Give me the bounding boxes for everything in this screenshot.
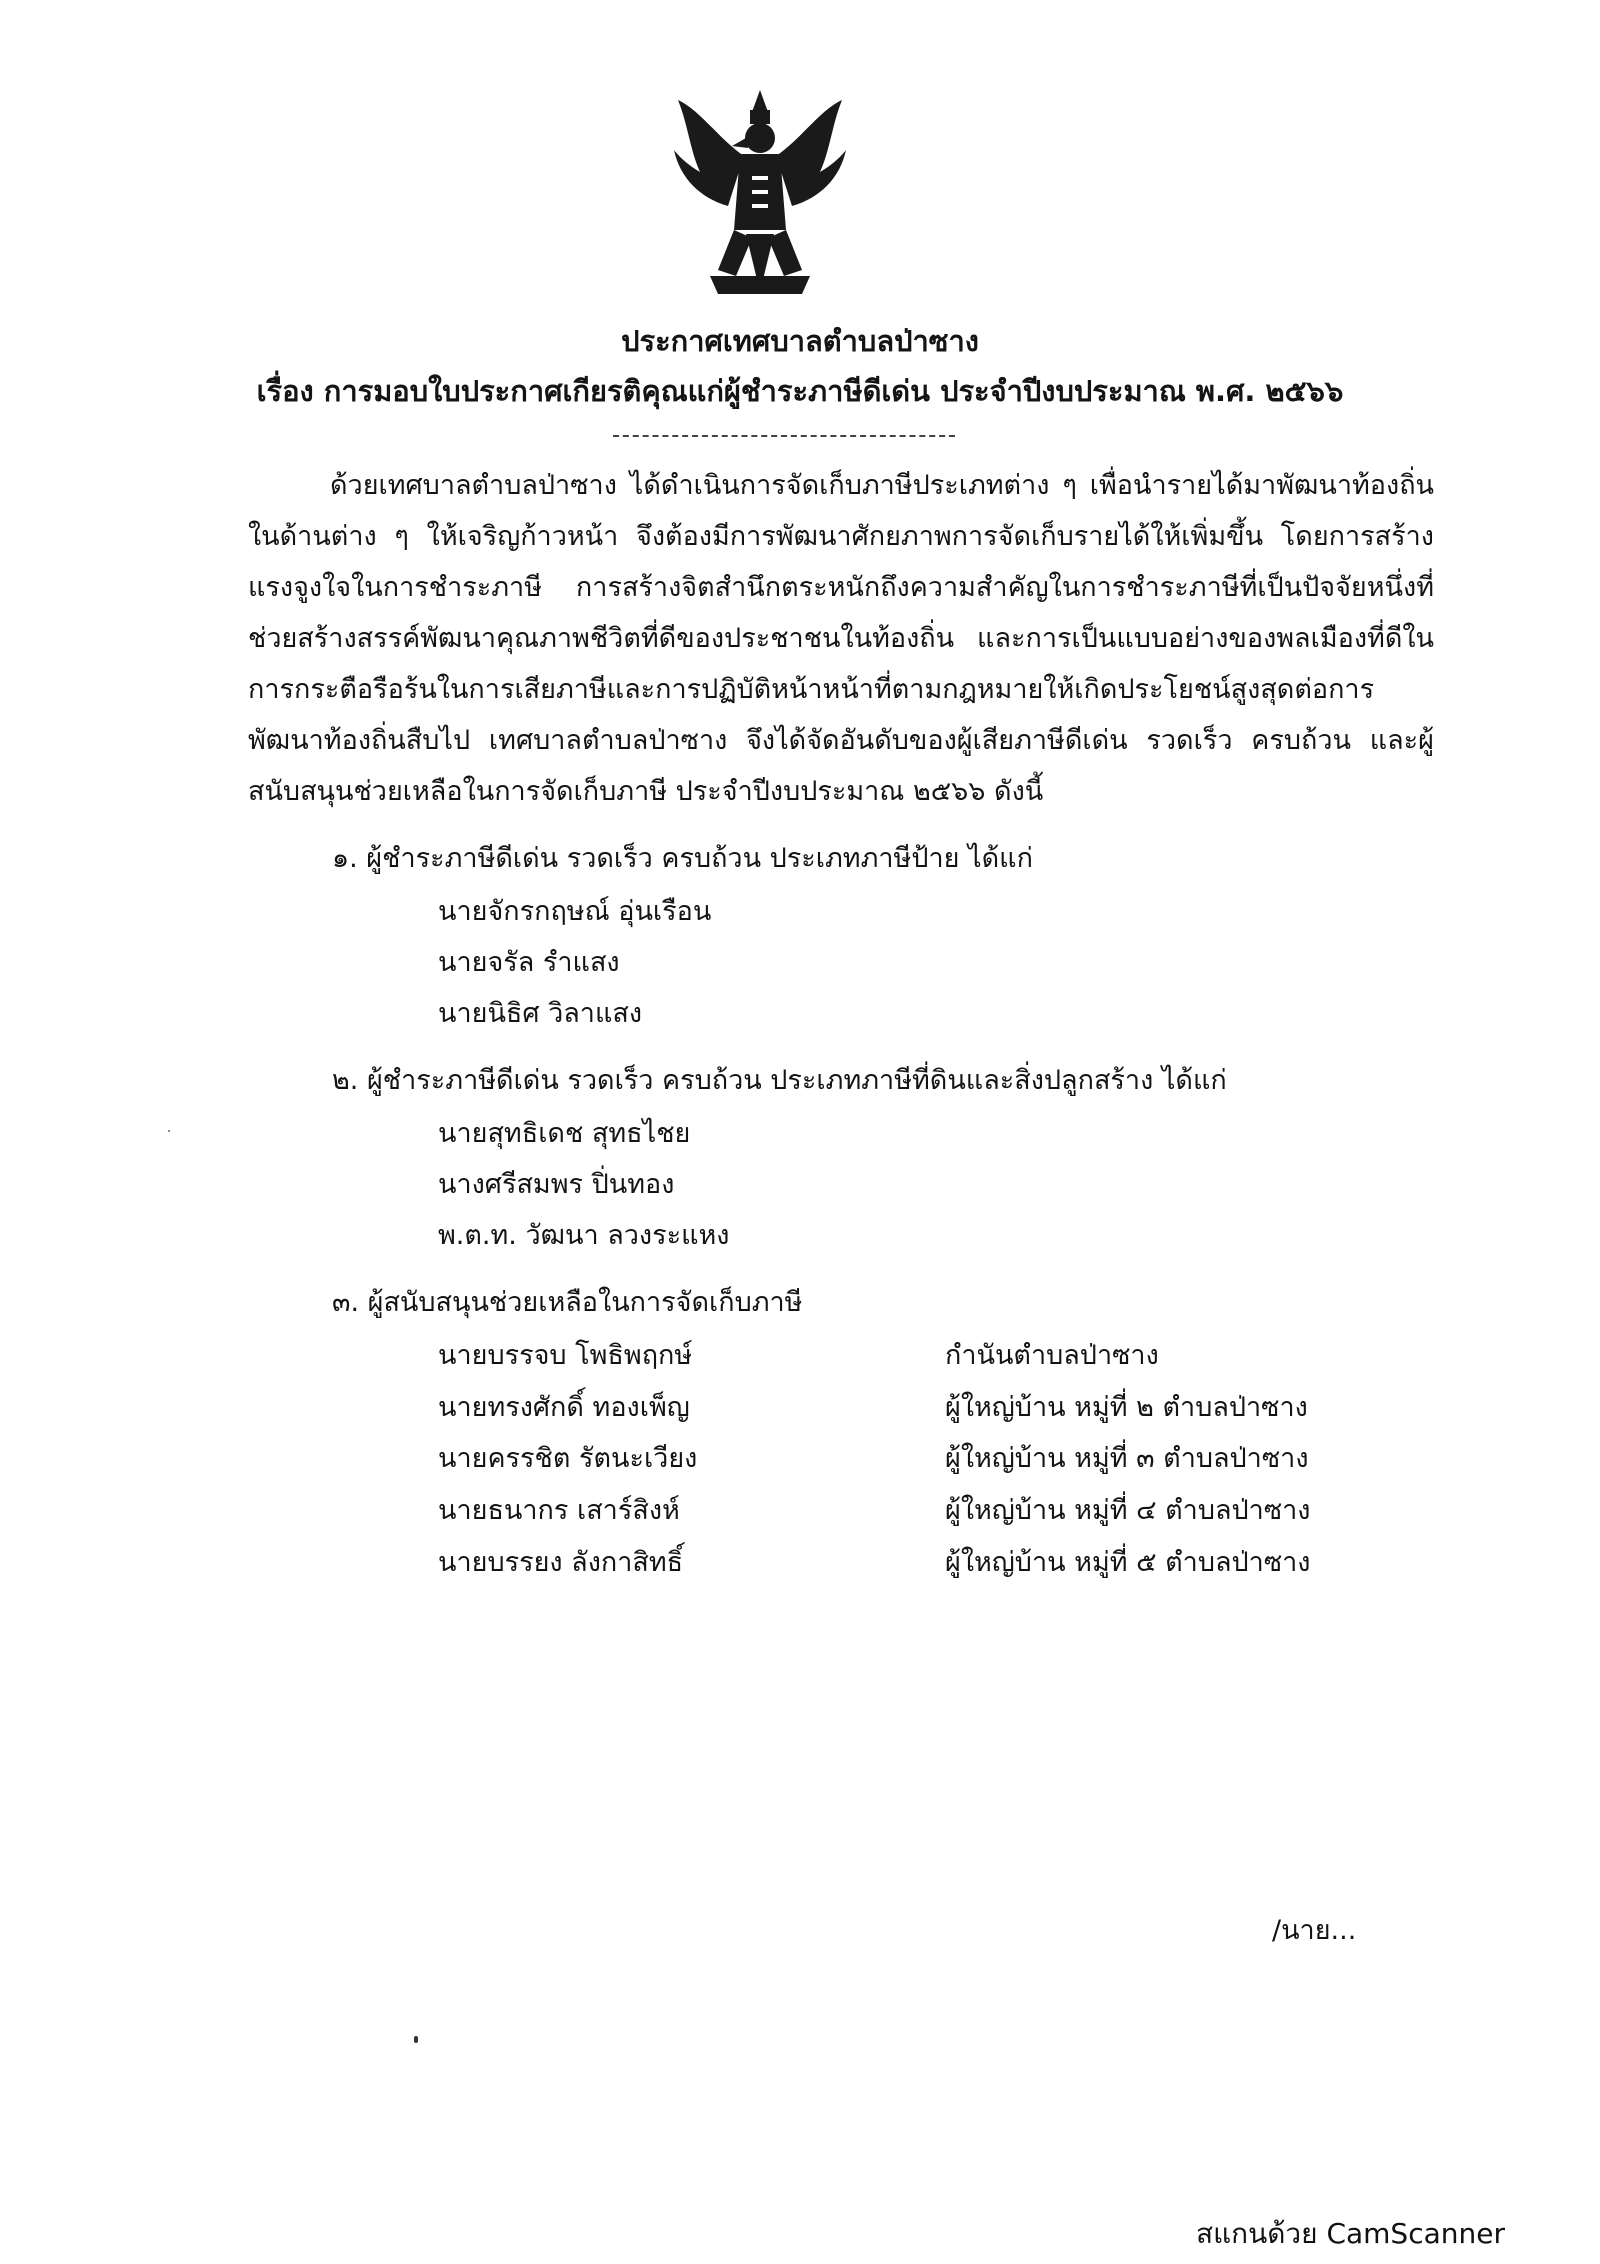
section1-name: นายนิธิศ วิลาแสง: [438, 998, 643, 1029]
section1-name: นายจรัล รำแสง: [438, 947, 620, 978]
section2-name: นางศรีสมพร ปิ่นทอง: [438, 1169, 675, 1200]
intro-text: ด้วยเทศบาลตำบลป่าซาง ได้ดำเนินการจัดเก็บภาษีประเภทต่าง ๆ เพื่อนำรายได้มาพัฒนาท้องถิ่นในด้านต่าง ๆ ให้เจริญก้าวหน้า จึงต้องมีการพัฒนาศักยภาพการจัดเก็บรายได้ให้เพิ่มขึ้น โดยการสร้างแรงจูงใจในการชำระภาษี การสร้างจิตสำนึกตระหนักถึงความสำคัญในการชำระภาษีที่เป็นปัจจัยหนึ่งที่ช่วยสร้างสรรค์พัฒนาคุณภาพชีวิตที่ดีของประชาชนในท้องถิ่น และการเป็นแบบอย่างของพลเมืองที่ดีในการกระตือรือร้นในการเสียภาษีและการปฏิบัติหน้าหน้าที่ตามกฎหมายให้เกิดประโยชน์สูงสุดต่อการพัฒนาท้องถิ่นสืบไป เทศบาลตำบลป่าซาง จึงได้จัดอันดับของผู้เสียภาษีดีเด่น รวดเร็ว ครบถ้วน และผู้สนับสนุนช่วยเหลือในการจัดเก็บภาษี ประจำปีงบประมาณ ๒๕๖๖ ดังนี้: [248, 470, 1434, 807]
title-divider: [613, 435, 955, 437]
supporter-role: กำนันตำบลป่าซาง: [945, 1340, 1159, 1371]
section1-name: นายจักรกฤษณ์ อุ่นเรือน: [438, 896, 712, 927]
supporter-role: ผู้ใหญ่บ้าน หมู่ที่ ๔ ตำบลป่าซาง: [945, 1495, 1311, 1526]
continuation-marker: /นาย...: [1272, 1915, 1357, 1946]
intro-paragraph: [248, 460, 1434, 817]
supporter-name: นายครรชิต รัตนะเวียง: [438, 1443, 698, 1474]
supporter-role: ผู้ใหญ่บ้าน หมู่ที่ ๓ ตำบลป่าซาง: [945, 1443, 1309, 1474]
supporter-role: ผู้ใหญ่บ้าน หมู่ที่ ๕ ตำบลป่าซาง: [945, 1547, 1311, 1578]
camscanner-watermark: สแกนด้วย CamScanner: [1196, 2217, 1505, 2250]
garuda-emblem-icon: [660, 80, 860, 310]
supporter-role: ผู้ใหญ่บ้าน หมู่ที่ ๒ ตำบลป่าซาง: [945, 1392, 1308, 1423]
supporter-name: นายทรงศักดิ์ ทองเพ็ญ: [438, 1392, 690, 1423]
supporter-name: นายธนากร เสาร์สิงห์: [438, 1495, 680, 1526]
announcement-subject: เรื่อง การมอบใบประกาศเกียรติคุณแก่ผู้ชำระภาษีดีเด่น ประจำปีงบประมาณ พ.ศ. ๒๕๖๖: [256, 374, 1344, 408]
announcement-title: ประกาศเทศบาลตำบลป่าซาง: [621, 324, 979, 358]
scan-speck: [168, 1130, 170, 1132]
supporter-name: นายบรรยง ลังกาสิทธิ์: [438, 1547, 684, 1578]
section1-heading: ๑. ผู้ชำระภาษีดีเด่น รวดเร็ว ครบถ้วน ประเภทภาษีป้าย ได้แก่: [332, 843, 1033, 874]
section3-heading: ๓. ผู้สนับสนุนช่วยเหลือในการจัดเก็บภาษี: [332, 1287, 803, 1318]
section2-name: พ.ต.ท. วัฒนา ลวงระแหง: [438, 1220, 730, 1251]
scan-speck: [414, 2036, 418, 2043]
supporter-name: นายบรรจบ โพธิพฤกษ์: [438, 1340, 693, 1371]
section2-name: นายสุทธิเดช สุทธไชย: [438, 1118, 691, 1149]
section2-heading: ๒. ผู้ชำระภาษีดีเด่น รวดเร็ว ครบถ้วน ประเภทภาษีที่ดินและสิ่งปลูกสร้าง ได้แก่: [332, 1065, 1227, 1096]
